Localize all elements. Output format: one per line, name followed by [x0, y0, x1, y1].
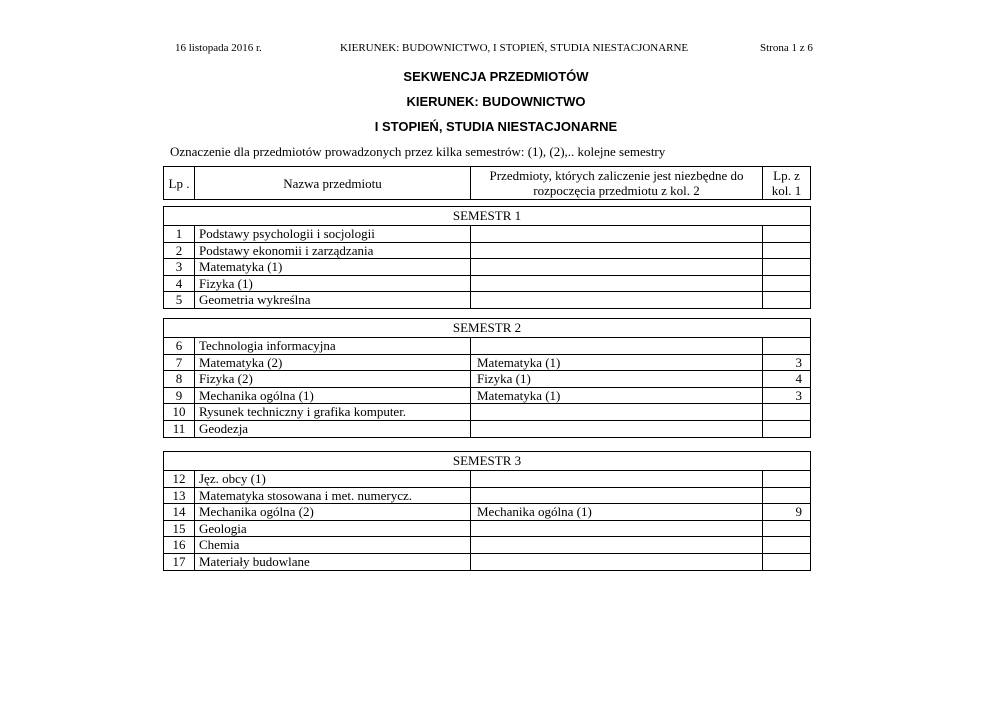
- row-prerequisite: [471, 226, 763, 243]
- table-row: [164, 471, 811, 488]
- row-lp: 14: [164, 504, 195, 521]
- row-subject: Chemia: [195, 537, 471, 554]
- row-subject: Materiały budowlane: [195, 553, 471, 570]
- row-prereq-ref: [763, 259, 811, 276]
- table-row: [164, 338, 811, 355]
- table-row: [164, 275, 811, 292]
- semester-header-row: [164, 319, 811, 338]
- row-subject: Mechanika ogólna (1): [195, 387, 471, 404]
- doc-title: SEKWENCJA PRZEDMIOTÓW: [403, 69, 589, 84]
- row-prerequisite: [471, 242, 763, 259]
- row-subject: Matematyka stosowana i met. numerycz.: [195, 487, 471, 504]
- row-prereq-ref: [763, 242, 811, 259]
- row-prereq-ref: [763, 292, 811, 309]
- row-lp: 11: [164, 420, 195, 437]
- row-subject: Podstawy psychologii i socjologii: [195, 226, 471, 243]
- row-prereq-ref: 3: [763, 387, 811, 404]
- row-prerequisite: [471, 520, 763, 537]
- row-prereq-ref: [763, 520, 811, 537]
- row-lp: 7: [164, 354, 195, 371]
- row-prerequisite: [471, 275, 763, 292]
- semester-label: SEMESTR 3: [164, 452, 811, 471]
- semester-1-table: [163, 206, 811, 309]
- row-prerequisite: [471, 259, 763, 276]
- header-table: [163, 166, 811, 200]
- doc-subtitle-level: I STOPIEŃ, STUDIA NIESTACJONARNE: [374, 119, 618, 134]
- semester-3-table: [163, 451, 811, 571]
- row-lp: 15: [164, 520, 195, 537]
- col-prereq-header: Przedmioty, których zaliczenie jest niezbędne do rozpoczęcia przedmiotu z kol. 2: [471, 167, 763, 200]
- row-lp: 2: [164, 242, 195, 259]
- legend-note: Oznaczenie dla przedmiotów prowadzonych przez kilka semestrów: (1), (2),.. kolejne semestry: [170, 144, 666, 159]
- row-subject: Podstawy ekonomii i zarządzania: [195, 242, 471, 259]
- table-row: [164, 387, 811, 404]
- row-prereq-ref: 4: [763, 371, 811, 388]
- row-prereq-ref: [763, 226, 811, 243]
- row-prereq-ref: [763, 420, 811, 437]
- doc-subtitle-field: KIERUNEK: BUDOWNICTWO: [406, 94, 586, 109]
- row-prerequisite: [471, 292, 763, 309]
- row-prereq-ref: [763, 275, 811, 292]
- row-subject: Fizyka (1): [195, 275, 471, 292]
- row-prerequisite: [471, 553, 763, 570]
- row-prereq-ref: 9: [763, 504, 811, 521]
- row-lp: 1: [164, 226, 195, 243]
- row-prerequisite: [471, 420, 763, 437]
- col-lp-header: Lp .: [164, 167, 195, 200]
- row-prerequisite: [471, 404, 763, 421]
- semester-header-row: [164, 207, 811, 226]
- table-row: [164, 553, 811, 570]
- table-row: [164, 504, 811, 521]
- table-row: [164, 292, 811, 309]
- table-header-row: [164, 167, 811, 200]
- row-lp: 13: [164, 487, 195, 504]
- header-center: KIERUNEK: BUDOWNICTWO, I STOPIEŃ, STUDIA NIESTACJONARNE: [340, 42, 689, 54]
- row-lp: 12: [164, 471, 195, 488]
- semester-label: SEMESTR 1: [164, 207, 811, 226]
- row-prereq-ref: [763, 338, 811, 355]
- row-prerequisite: [471, 487, 763, 504]
- row-subject: Jęz. obcy (1): [195, 471, 471, 488]
- table-row: [164, 242, 811, 259]
- row-lp: 8: [164, 371, 195, 388]
- table-row: [164, 226, 811, 243]
- row-lp: 3: [164, 259, 195, 276]
- row-lp: 5: [164, 292, 195, 309]
- semester-header-row: [164, 452, 811, 471]
- table-row: [164, 259, 811, 276]
- row-prereq-ref: [763, 404, 811, 421]
- row-subject: Mechanika ogólna (2): [195, 504, 471, 521]
- col-name-header: Nazwa przedmiotu: [195, 167, 471, 200]
- table-row: [164, 420, 811, 437]
- semester-2-table: [163, 318, 811, 438]
- row-subject: Geologia: [195, 520, 471, 537]
- table-row: [164, 404, 811, 421]
- row-lp: 10: [164, 404, 195, 421]
- table-row: [164, 487, 811, 504]
- row-prerequisite: Matematyka (1): [471, 354, 763, 371]
- semester-label: SEMESTR 2: [164, 319, 811, 338]
- row-prereq-ref: [763, 553, 811, 570]
- row-subject: Fizyka (2): [195, 371, 471, 388]
- row-subject: Geodezja: [195, 420, 471, 437]
- row-subject: Rysunek techniczny i grafika komputer.: [195, 404, 471, 421]
- row-prerequisite: Mechanika ogólna (1): [471, 504, 763, 521]
- row-prerequisite: [471, 338, 763, 355]
- row-lp: 17: [164, 553, 195, 570]
- row-prereq-ref: 3: [763, 354, 811, 371]
- table-row: [164, 537, 811, 554]
- row-subject: Technologia informacyjna: [195, 338, 471, 355]
- row-prerequisite: [471, 537, 763, 554]
- row-prerequisite: [471, 471, 763, 488]
- table-row: [164, 371, 811, 388]
- row-subject: Matematyka (2): [195, 354, 471, 371]
- row-prereq-ref: [763, 471, 811, 488]
- row-prereq-ref: [763, 537, 811, 554]
- table-row: [164, 520, 811, 537]
- row-prerequisite: Matematyka (1): [471, 387, 763, 404]
- row-lp: 16: [164, 537, 195, 554]
- row-lp: 9: [164, 387, 195, 404]
- col-ref-header: Lp. z kol. 1: [763, 167, 811, 200]
- row-prerequisite: Fizyka (1): [471, 371, 763, 388]
- header-date: 16 listopada 2016 r.: [175, 42, 262, 54]
- row-lp: 4: [164, 275, 195, 292]
- table-row: [164, 354, 811, 371]
- row-subject: Geometria wykreślna: [195, 292, 471, 309]
- header-page: Strona 1 z 6: [760, 42, 813, 54]
- row-lp: 6: [164, 338, 195, 355]
- row-subject: Matematyka (1): [195, 259, 471, 276]
- row-prereq-ref: [763, 487, 811, 504]
